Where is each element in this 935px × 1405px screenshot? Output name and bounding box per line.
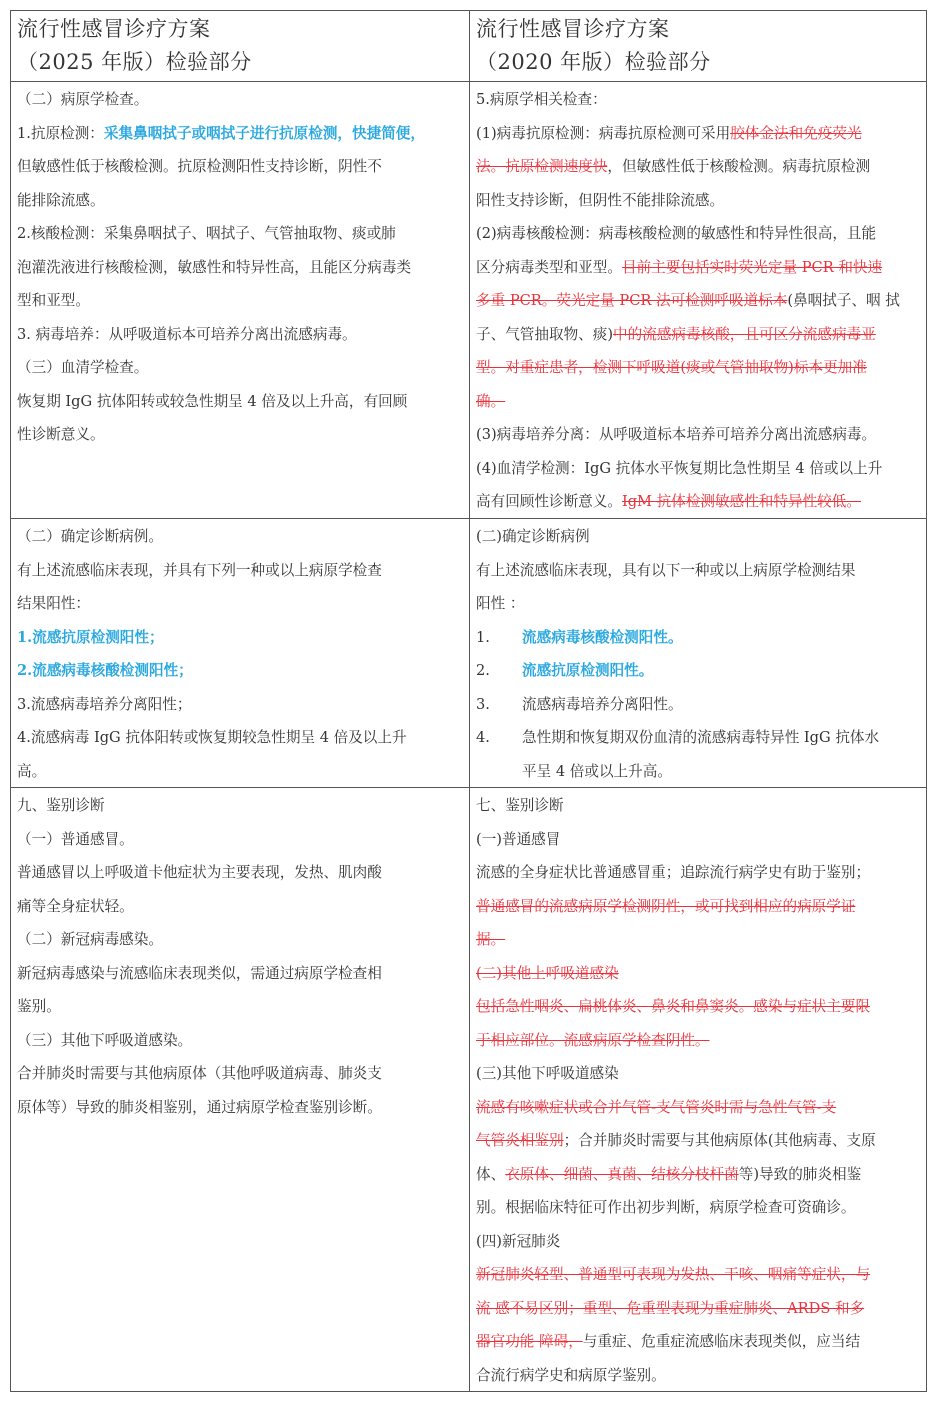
deleted-text: IgM 抗体检测敏感性和特异性较低。	[621, 493, 861, 510]
list-number: 3.	[476, 695, 490, 713]
text-segment: (3)病毒培养分离：从呼吸道标本培养可培养分离出流感病毒。	[476, 426, 877, 443]
comparison-table	[10, 10, 927, 1392]
text-segment: 能排除流感。	[17, 191, 105, 209]
deleted-text: 新冠肺炎轻型、普通型可表现为发热、干咳、咽痛等症状，与	[476, 1266, 871, 1283]
deleted-text: 法。抗原检测速度快	[476, 158, 608, 175]
text-line	[17, 1091, 463, 1125]
text-line	[476, 621, 922, 655]
text-segment: （三）血清学检查。	[17, 359, 149, 376]
text-segment: 阳性支持诊断，但阴性不能排除流感。	[476, 191, 725, 209]
text-line	[476, 351, 922, 385]
deleted-text: 多重 PCR。荧光定量 PCR 法可检测呼吸道标本	[476, 292, 788, 309]
text-segment: 区分病毒类型和亚型。	[476, 258, 622, 276]
lab-tests-2025	[17, 83, 463, 452]
text-line	[476, 856, 922, 890]
text-line	[17, 351, 463, 385]
text-line	[476, 418, 922, 452]
text-line	[476, 789, 922, 823]
text-line	[17, 856, 463, 890]
text-line	[17, 385, 463, 419]
text-line	[476, 957, 922, 991]
text-segment: 高有回顾性诊断意义。	[476, 493, 622, 510]
text-line	[17, 184, 463, 218]
text-line	[17, 688, 463, 722]
text-segment: 3.流感病毒培养分离阳性；	[17, 695, 192, 713]
text-line	[17, 1057, 463, 1091]
header-subtitle-2025: （2025 年版）检验部分	[17, 50, 252, 74]
text-segment: 别。根据临床特征可作出初步判断，病原学检查可资确诊。	[476, 1199, 856, 1216]
text-segment: 合并肺炎时需要与其他病原体（其他呼吸道病毒、肺炎支	[17, 1065, 382, 1082]
text-segment: 泡灌洗液进行核酸检测，敏感性和特异性高，且能区分病毒类	[17, 258, 412, 276]
text-segment: 型和亚型。	[17, 292, 90, 309]
header-2020	[476, 13, 922, 79]
text-line	[476, 452, 922, 486]
differential-diagnosis-2020	[476, 789, 922, 1392]
text-segment: (2)病毒核酸检测：病毒核酸检测的敏感性和特异性很高，且能	[476, 225, 877, 242]
deleted-text: 目前主要包括实时荧光定量 PCR 和快速	[621, 258, 883, 276]
text-segment: 阳性 ：	[476, 595, 525, 612]
text-segment: (二)确定诊断病例	[476, 528, 590, 545]
text-line	[476, 83, 922, 117]
text-line	[17, 721, 463, 755]
text-segment: 鉴别。	[17, 998, 61, 1015]
deleted-text: 衣原体、细菌、真菌、结核分枝杆菌	[505, 1165, 739, 1183]
text-line	[17, 990, 463, 1024]
added-text: 2.流感病毒核酸检测阳性；	[17, 662, 193, 679]
text-line	[17, 789, 463, 823]
text-line	[476, 1091, 922, 1125]
deleted-text: 器官功能 障碍，	[476, 1333, 583, 1350]
text-line	[476, 284, 922, 318]
list-number: 2.	[476, 662, 490, 679]
text-line	[476, 1292, 922, 1326]
text-segment: （二）新冠病毒感染。	[17, 931, 163, 948]
header-subtitle-2020: （2020 年版）检验部分	[476, 50, 711, 74]
text-segment: 急性期和恢复期双份血清的流感病毒特异性 IgG 抗体水	[522, 729, 880, 746]
text-segment: 痛等全身症状轻。	[17, 897, 134, 915]
text-segment: 七、鉴别诊断	[476, 797, 564, 814]
text-line	[476, 318, 922, 352]
text-line	[17, 117, 463, 151]
deleted-text: 胶体金法和免疫荧光	[730, 124, 862, 142]
text-segment: 有上述流感临床表现，具有以下一种或以上病原学检测结果	[476, 561, 856, 579]
text-line	[17, 284, 463, 318]
deleted-text: 气管炎相鉴别	[476, 1132, 564, 1149]
text-line	[476, 990, 922, 1024]
text-line	[17, 1024, 463, 1058]
text-line	[476, 1225, 922, 1259]
text-segment: (一)普通感冒	[476, 830, 561, 848]
added-text: 流感抗原检测阳性。	[522, 662, 654, 679]
text-segment: 新冠病毒感染与流感临床表现类似，需通过病原学检查相	[17, 964, 382, 982]
differential-diagnosis-2025	[17, 789, 463, 1124]
text-segment: 等)导致的肺炎相鉴	[738, 1165, 862, 1183]
text-line	[17, 217, 463, 251]
text-segment: 1.抗原检测：	[17, 124, 104, 142]
text-segment: （二）病原学检查。	[17, 91, 149, 108]
text-line	[476, 890, 922, 924]
text-line	[476, 1359, 922, 1393]
column-divider	[469, 11, 470, 1391]
confirmed-diagnosis-2025	[17, 520, 463, 788]
text-segment: 流感病毒培养分离阳性。	[522, 695, 683, 713]
deleted-text: 普通感冒的流感病原学检测阴性，或可找到相应的病原学证	[476, 897, 856, 915]
text-segment: 有上述流感临床表现，并具有下列一种或以上病原学检查	[17, 561, 382, 579]
added-text: 流感病毒核酸检测阳性。	[522, 628, 683, 646]
text-line	[17, 755, 463, 789]
text-line	[17, 251, 463, 285]
text-line	[17, 318, 463, 352]
text-line	[476, 554, 922, 588]
text-line	[17, 621, 463, 655]
text-segment: 九、鉴别诊断	[17, 797, 105, 814]
text-segment: 结果阳性：	[17, 595, 90, 612]
text-line	[476, 251, 922, 285]
text-line	[476, 1024, 922, 1058]
header-title-2025: 流行性感冒诊疗方案	[17, 17, 211, 41]
text-line	[17, 823, 463, 857]
text-segment: (4)血清学检测：IgG 抗体水平恢复期比急性期呈 4 倍或以上升	[476, 459, 883, 477]
text-segment: 5.病原学相关检查：	[476, 91, 607, 108]
text-line	[17, 890, 463, 924]
deleted-text: 型。对重症患者，检测下呼吸道(痰或气管抽取物)标本更加准	[476, 359, 867, 376]
added-text: 1.流感抗原检测阳性；	[17, 628, 164, 646]
text-line	[476, 150, 922, 184]
text-line	[476, 1191, 922, 1225]
deleted-text: (二)其他上呼吸道感染	[476, 964, 619, 982]
text-segment: 与重症、危重症流感临床表现类似，应当结	[582, 1333, 861, 1350]
text-line	[476, 485, 922, 519]
text-segment: 3. 病毒培养：从呼吸道标本可培养分离出流感病毒。	[17, 325, 357, 343]
text-segment: 4.流感病毒 IgG 抗体阳转或恢复期较急性期呈 4 倍及以上升	[17, 729, 407, 746]
text-segment: 恢复期 IgG 抗体阳转或较急性期呈 4 倍及以上升高，有回顾	[17, 392, 408, 410]
text-segment: （一）普通感冒。	[17, 830, 134, 848]
text-line	[17, 83, 463, 117]
text-segment: 体、	[476, 1165, 506, 1183]
text-segment: 2.核酸检测：采集鼻咽拭子、咽拭子、气管抽取物、痰或肺	[17, 225, 396, 242]
text-segment: ；合并肺炎时需要与其他病原体(其他病毒、支原	[563, 1132, 876, 1149]
text-line	[476, 184, 922, 218]
deleted-text: 据。	[476, 931, 506, 948]
added-text: 采集鼻咽拭子或咽拭子进行抗原检测，快捷简便，	[103, 124, 425, 142]
text-line	[476, 755, 922, 789]
text-segment: （三）其他下呼吸道感染。	[17, 1031, 193, 1049]
text-segment: 普通感冒以上呼吸道卡他症状为主要表现，发热、肌肉酸	[17, 864, 382, 881]
text-segment: ，但敏感性低于核酸检测。病毒抗原检测	[607, 158, 871, 175]
text-line	[476, 923, 922, 957]
confirmed-diagnosis-2020	[476, 520, 922, 788]
text-line	[17, 957, 463, 991]
text-line	[476, 217, 922, 251]
deleted-text: 流感有咳嗽症状或合并气管-支气管炎时需与急性气管-支	[476, 1098, 837, 1116]
text-segment: (1)病毒抗原检测：病毒抗原检测可采用	[476, 124, 731, 142]
header-2025	[17, 13, 463, 79]
text-segment: 合流行病学史和病原学鉴别。	[476, 1366, 666, 1384]
deleted-text: 确。	[476, 392, 506, 410]
deleted-text: 于相应部位。流感病原学检查阴性。	[476, 1031, 710, 1049]
text-line	[476, 117, 922, 151]
text-segment: 高。	[17, 762, 47, 780]
text-segment: 原体等）导致的肺炎相鉴别，通过病原学检查鉴别诊断。	[17, 1098, 382, 1116]
text-line	[476, 1057, 922, 1091]
list-number: 1.	[476, 628, 490, 646]
text-segment: (四)新冠肺炎	[476, 1232, 561, 1250]
text-line	[476, 1258, 922, 1292]
text-line	[17, 520, 463, 554]
text-line	[476, 654, 922, 688]
lab-tests-2020	[476, 83, 922, 519]
text-line	[476, 1158, 922, 1192]
text-line	[476, 1325, 922, 1359]
row-divider	[11, 81, 926, 82]
text-line	[17, 654, 463, 688]
deleted-text: 流 感不易区别；重型、危重型表现为重症肺炎、ARDS 和多	[476, 1299, 865, 1317]
text-line	[476, 587, 922, 621]
text-segment: 流感的全身症状比普通感冒重；追踪流行病学史有助于鉴别；	[476, 864, 871, 881]
text-segment: 性诊断意义。	[17, 426, 105, 443]
text-line	[17, 923, 463, 957]
text-segment: (鼻咽拭子、咽 拭	[787, 292, 900, 309]
text-line	[17, 587, 463, 621]
text-line	[476, 1124, 922, 1158]
text-line	[17, 150, 463, 184]
text-line	[476, 688, 922, 722]
text-line	[476, 823, 922, 857]
text-line	[476, 385, 922, 419]
text-segment: （二）确定诊断病例。	[17, 528, 163, 545]
text-line	[476, 520, 922, 554]
text-line	[17, 418, 463, 452]
text-segment: 子、气管抽取物、痰)	[476, 325, 614, 343]
text-line	[17, 554, 463, 588]
text-line	[476, 721, 922, 755]
deleted-text: 中的流感病毒核酸，且可区分流感病毒亚	[613, 325, 876, 343]
text-segment: 平呈 4 倍或以上升高。	[522, 762, 672, 780]
text-segment: (三)其他下呼吸道感染	[476, 1065, 619, 1082]
deleted-text: 包括急性咽炎、扁桃体炎、鼻炎和鼻窦炎。感染与症状主要限	[476, 998, 871, 1015]
header-title-2020: 流行性感冒诊疗方案	[476, 17, 670, 41]
text-segment: 但敏感性低于核酸检测。抗原检测阳性支持诊断，阴性不	[17, 158, 382, 175]
list-number: 4.	[476, 729, 490, 746]
